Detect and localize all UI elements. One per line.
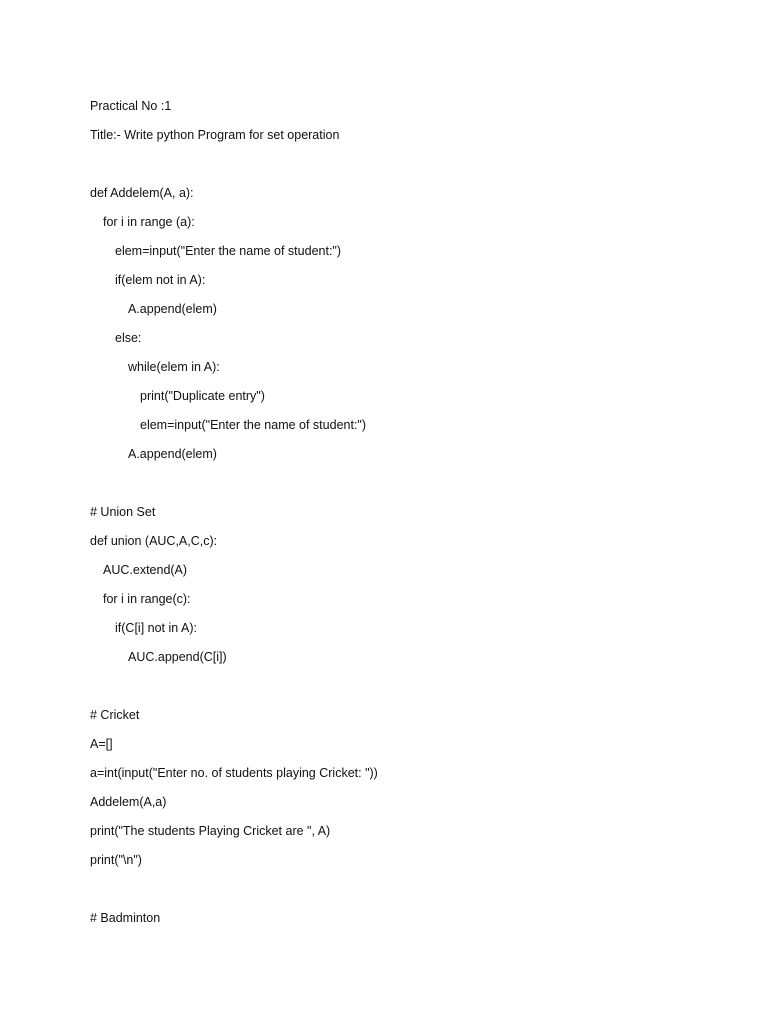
code-line: else: [115, 331, 142, 345]
code-line: def Addelem(A, a): [90, 186, 194, 200]
code-line: elem=input("Enter the name of student:") [115, 244, 342, 258]
blank-line [90, 672, 710, 701]
code-line: A=[] [90, 737, 113, 751]
code-line: A.append(elem) [128, 447, 217, 461]
blank-line [90, 150, 710, 179]
document-title: Title:- Write python Program for set operation [90, 128, 340, 142]
code-comment: # Union Set [90, 505, 156, 519]
code-line: for i in range (a): [103, 215, 195, 229]
code-line: while(elem in A): [128, 360, 220, 374]
code-line: if(elem not in A): [115, 273, 206, 287]
code-line: for i in range(c): [103, 592, 191, 606]
code-line: A.append(elem) [128, 302, 217, 316]
code-line: print("The students Playing Cricket are ", A) [90, 824, 331, 838]
code-line: elem=input("Enter the name of student:") [140, 418, 367, 432]
code-line: def union (AUC,A,C,c): [90, 534, 218, 548]
practical-number: Practical No :1 [90, 99, 172, 113]
document-body [90, 92, 710, 933]
code-comment: # Badminton [90, 911, 161, 925]
code-line: AUC.extend(A) [103, 563, 188, 577]
code-line: Addelem(A,a) [90, 795, 167, 809]
code-comment: # Cricket [90, 708, 140, 722]
code-line: if(C[i] not in A): [115, 621, 197, 635]
code-line: print("Duplicate entry") [140, 389, 265, 403]
blank-line [90, 875, 710, 904]
code-line: a=int(input("Enter no. of students playing Cricket: ")) [90, 766, 378, 780]
code-line: print("\n") [90, 853, 142, 867]
code-line: AUC.append(C[i]) [128, 650, 227, 664]
blank-line [90, 469, 710, 498]
